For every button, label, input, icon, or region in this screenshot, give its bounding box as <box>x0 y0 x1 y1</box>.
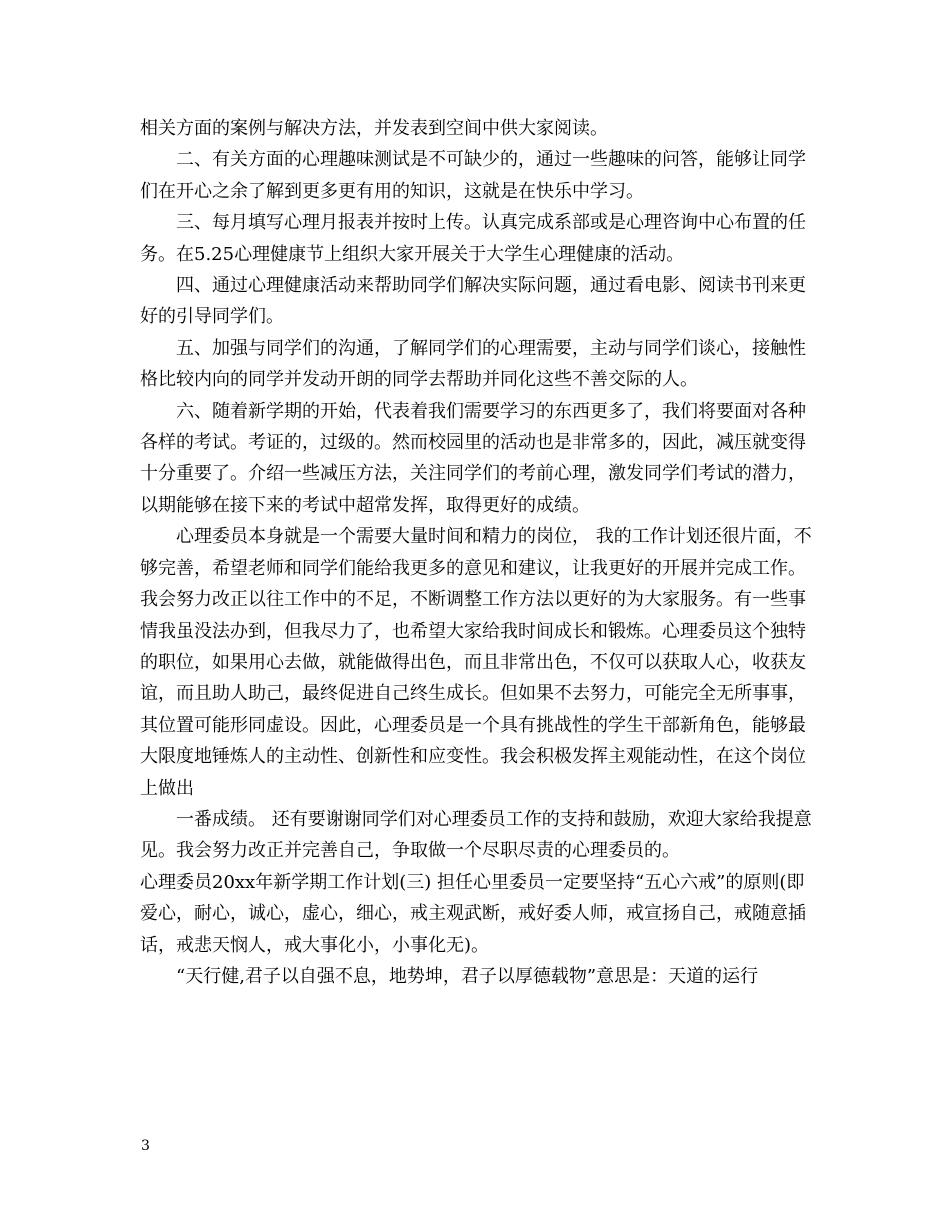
paragraph-10: “天行健,君子以自强不息，地势坤，君子以厚德载物”意思是：天道的运行 <box>176 965 759 987</box>
paragraph-6: 六、随着新学期的开始，代表着我们需要学习的东西更多了，我们将要面对各种各样的考试。考证的，过级的。然而校园里的活动也是非常多的，因此，减压就变得十分重要了。介绍一些减压方法，关注同学们的考前心理，激发同学们考试的潜力，以期能够在接下来的考试中超常发挥，取得更好的成绩。 <box>140 400 806 516</box>
paragraph-8: 一番成绩。 还有要谢谢同学们对心理委员工作的支持和鼓励，欢迎大家给我提意见。我会努力改正并完善自己，争取做一个尽职尽责的心理委员的。 <box>140 808 812 862</box>
paragraph-3: 三、每月填写心理月报表并按时上传。认真完成系部或是心理咨询中心布置的任务。在5.25心理健康节上组织大家开展关于大学生心理健康的活动。 <box>140 212 806 265</box>
paragraph-4: 四、通过心理健康活动来帮助同学们解决实际问题，通过看电影、阅读书刊来更好的引导同学们。 <box>140 275 806 328</box>
paragraph-9: 心理委员20xx年新学期工作计划(三) 担任心里委员一定要坚持“五心六戒”的原则(即爱心，耐心，诚心，虚心，细心，戒主观武断，戒好委人师，戒宣扬自己，戒随意插话，戒悲天悯人，戒大事化小，小事化无)。 <box>140 871 806 956</box>
paragraph-2: 二、有关方面的心理趣味测试是不可缺少的，通过一些趣味的问答，能够让同学们在开心之余了解到更多更有用的知识，这就是在快乐中学习。 <box>140 149 806 202</box>
paragraph-5: 五、加强与同学们的沟通，了解同学们的心理需要，主动与同学们谈心，接触性格比较内向的同学并发动开朗的同学去帮助并同化这些不善交际的人。 <box>140 337 806 391</box>
document-body <box>140 113 820 992</box>
page-number: 3 <box>141 1138 150 1154</box>
paragraph-1: 相关方面的案例与解决方法，并发表到空间中供大家阅读。 <box>140 118 608 139</box>
paragraph-7: 心理委员本身就是一个需要大量时间和精力的岗位， 我的工作计划还很片面，不够完善，希望老师和同学们能给我更多的意见和建议，让我更好的开展并完成工作。我会努力改正以往工作中的不足，不断调整工作方法以更好的为大家服务。有一些事情我虽没法办到，但我尽力了，也希望大家给我时间成长和锻炼。心理委员这个独特的职位，如果用心去做，就能做得出色，而且非常出色，不仅可以获取人心，收获友谊，而且助人助己，最终促进自己终生成长。但如果不去努力，可能完全无所事事，其位置可能形同虚设。因此，心理委员是一个具有挑战性的学生干部新角色，能够最大限度地锤炼人的主动性、创新性和应变性。我会积极发挥主观能动性，在这个岗位上做出 <box>140 526 812 799</box>
